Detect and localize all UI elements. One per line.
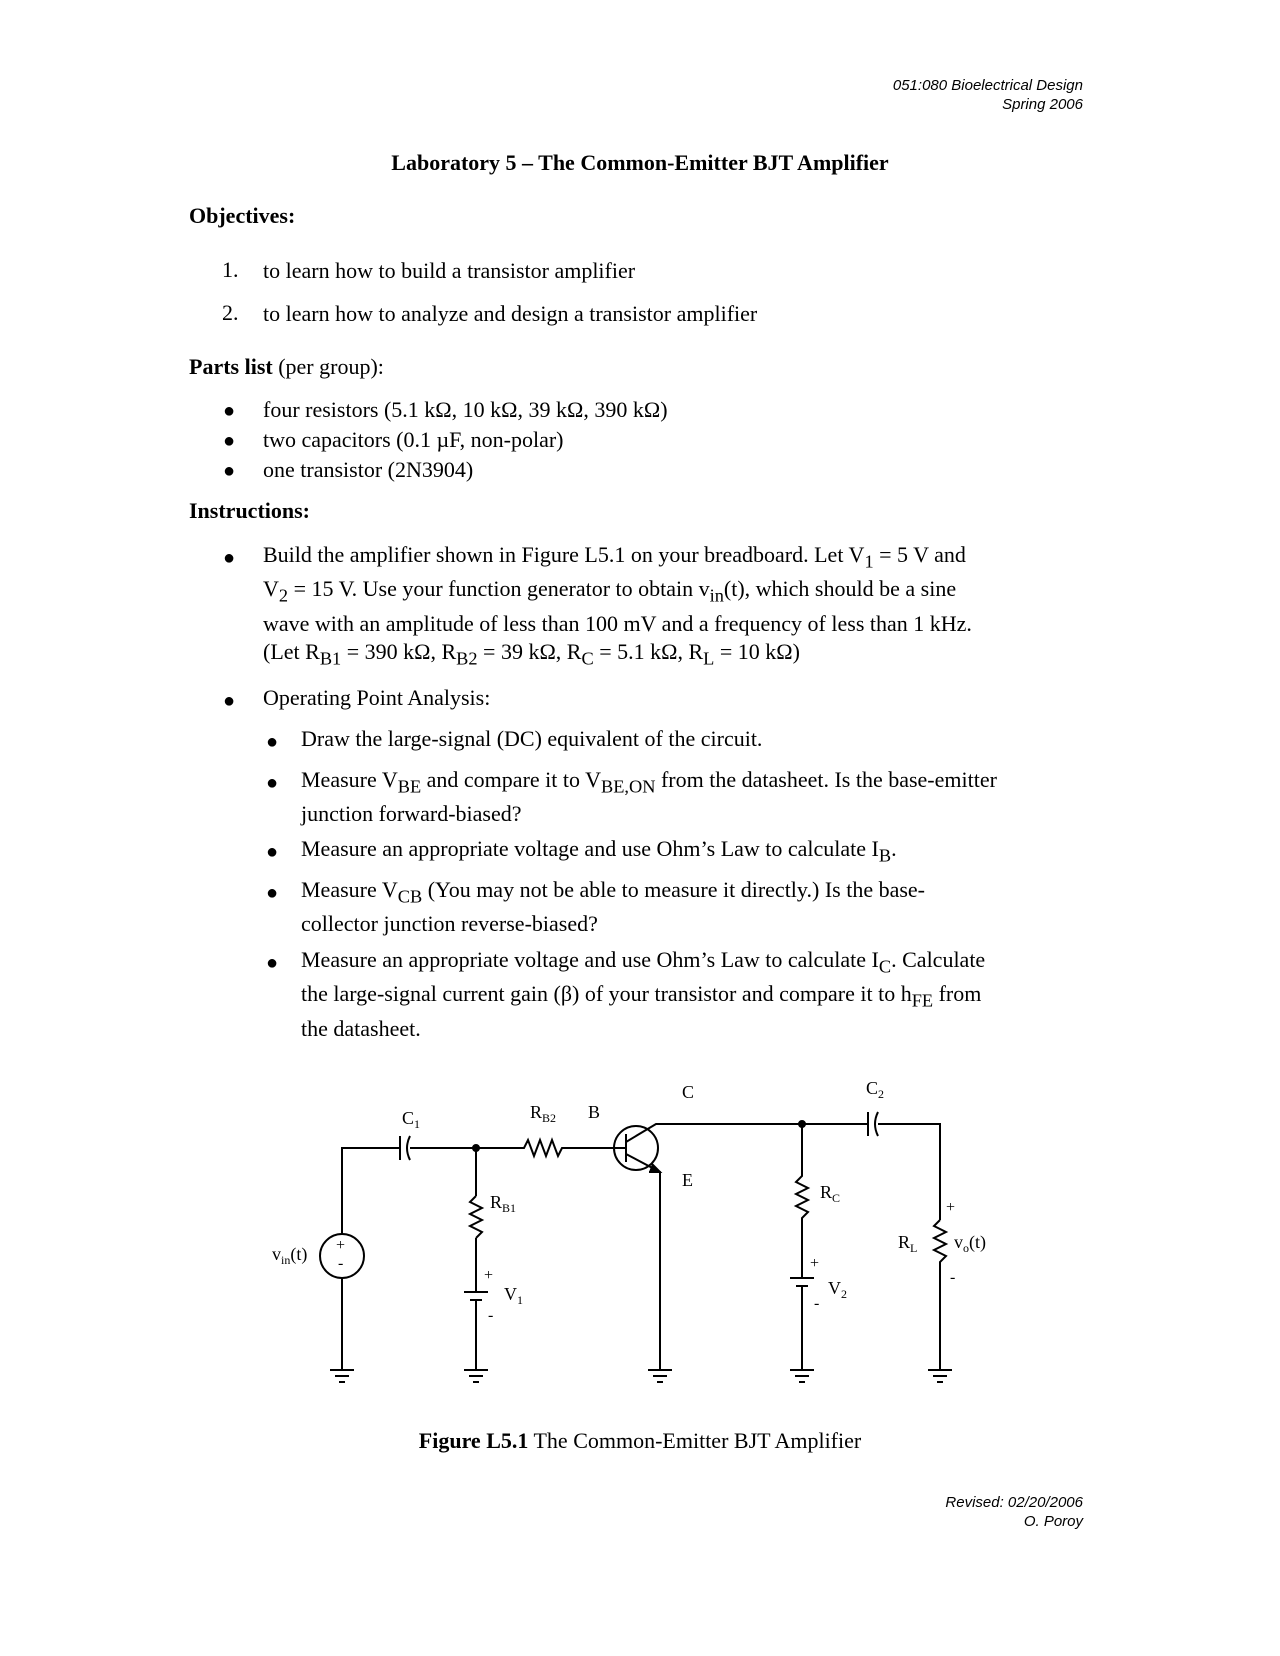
label-rb1: $R_{B1}$: [490, 1192, 517, 1215]
figure-label: Figure L5.1: [418, 1428, 529, 1453]
build-instruction: Build the amplifier shown in Figure L5.1 on your breadboard. Let $V_1 = 5$ V and $V_2 = 15$ V. Use your function generator to obtain $v_{in}(t)$, which should be a sine wave with an amplitude of less than 100 mV and a frequency of less than 1 kHz. (Let $R_{B1} = 390$ kΩ, $R_{B2} = 39$ kΩ, $R_C = 5.1$ kΩ, $R_L = 10$ kΩ): [263, 542, 972, 669]
figure-caption-text: The Common-Emitter BJT Amplifier: [533, 1428, 862, 1453]
objective-number: 2.: [222, 300, 239, 325]
step-measure-vcb: Measure $V_{CB}$ (You may not be able to measure it directly.) Is the base- collector junction reverse-biased?: [301, 877, 925, 937]
node-c: C: [682, 1082, 695, 1102]
objectives-heading: Objectives:: [189, 203, 296, 228]
document-footer: [945, 1493, 1083, 1531]
parts-heading-label: Parts list: [189, 354, 273, 379]
v2-plus: +: [810, 1255, 820, 1272]
label-vin: $v_{in}(t)$: [272, 1244, 308, 1267]
v1-plus: +: [484, 1267, 494, 1284]
label-c1: $C_1$: [402, 1108, 421, 1131]
parts-item: four resistors (5.1 kΩ, 10 kΩ, 39 kΩ, 390 kΩ): [263, 397, 668, 422]
parts-item: one transistor (2N3904): [263, 457, 474, 482]
vin-plus: +: [336, 1237, 346, 1254]
bullet-icon: ●: [266, 731, 279, 753]
bullet-icon: ●: [266, 772, 279, 794]
battery-v1-icon: [464, 1292, 488, 1300]
step-calc-ib: Measure an appropriate voltage and use Ohm’s Law to calculate $I_B$.: [301, 836, 897, 866]
bullet-icon: ●: [223, 460, 236, 482]
page-title: Laboratory 5 – The Common-Emitter BJT Amplifier: [391, 150, 889, 175]
label-rc: $R_C$: [820, 1182, 841, 1205]
node-b: B: [588, 1102, 601, 1122]
step-calc-ic: Measure an appropriate voltage and use Ohm’s Law to calculate $I_C$. Calculate the large-signal current gain (β) of your transistor and compare it to $h_{FE}$ from the datasheet.: [301, 947, 986, 1041]
author: O. Poroy: [1023, 1513, 1083, 1530]
parts-item: two capacitors (0.1 µF, non-polar): [263, 427, 564, 452]
label-c2: $C_2$: [866, 1078, 885, 1101]
label-v1: $V_1$: [504, 1284, 523, 1307]
resistor-rb1-icon: [470, 1196, 482, 1238]
course-term: Spring 2006: [1002, 96, 1083, 113]
capacitor-c2-icon: [868, 1112, 878, 1136]
resistor-rb2-icon: [476, 1140, 612, 1156]
node-e: E: [682, 1170, 693, 1190]
label-rl: $R_L$: [898, 1232, 918, 1255]
step-draw-dc: Draw the large-signal (DC) equivalent of the circuit.: [301, 726, 763, 751]
bullet-icon: ●: [266, 952, 279, 974]
figure-caption: [0, 1428, 1280, 1454]
label-vo: $v_o(t)$: [954, 1232, 986, 1255]
instructions-heading: Instructions:: [189, 498, 311, 523]
revised-date: Revised: 02/20/2006: [945, 1494, 1083, 1511]
battery-v2-icon: [790, 1278, 814, 1286]
bullet-icon: ●: [223, 430, 236, 452]
ground-icon: [330, 1370, 952, 1382]
parts-heading-qualifier: (per group):: [278, 354, 384, 379]
bullet-icon: ●: [223, 547, 236, 569]
objective-item: to learn how to analyze and design a transistor amplifier: [263, 301, 758, 326]
resistor-rl-icon: [934, 1220, 946, 1370]
objective-item: to learn how to build a transistor amplifier: [263, 258, 636, 283]
operating-point-heading: Operating Point Analysis:: [263, 685, 491, 710]
bullet-icon: ●: [223, 400, 236, 422]
bullet-icon: ●: [266, 841, 279, 863]
label-v2: $V_2$: [828, 1278, 847, 1301]
course-title: 051:080 Bioelectrical Design: [892, 77, 1083, 94]
v2-minus: -: [814, 1295, 820, 1312]
vo-minus: -: [950, 1269, 956, 1286]
bullet-icon: ●: [266, 882, 279, 904]
resistor-rc-icon: [796, 1124, 808, 1278]
v1-minus: -: [488, 1307, 494, 1324]
label-rb2: $R_{B2}$: [530, 1102, 557, 1125]
vin-minus: -: [338, 1255, 344, 1272]
vo-plus: +: [946, 1199, 956, 1216]
capacitor-c1-icon: [400, 1136, 410, 1160]
step-measure-vbe: Measure $V_{BE}$ and compare it to $V_{BE,ON}$ from the datasheet. Is the base-emitter junction forward-biased?: [301, 767, 997, 827]
bullet-icon: ●: [223, 690, 236, 712]
objective-number: 1.: [222, 257, 239, 282]
